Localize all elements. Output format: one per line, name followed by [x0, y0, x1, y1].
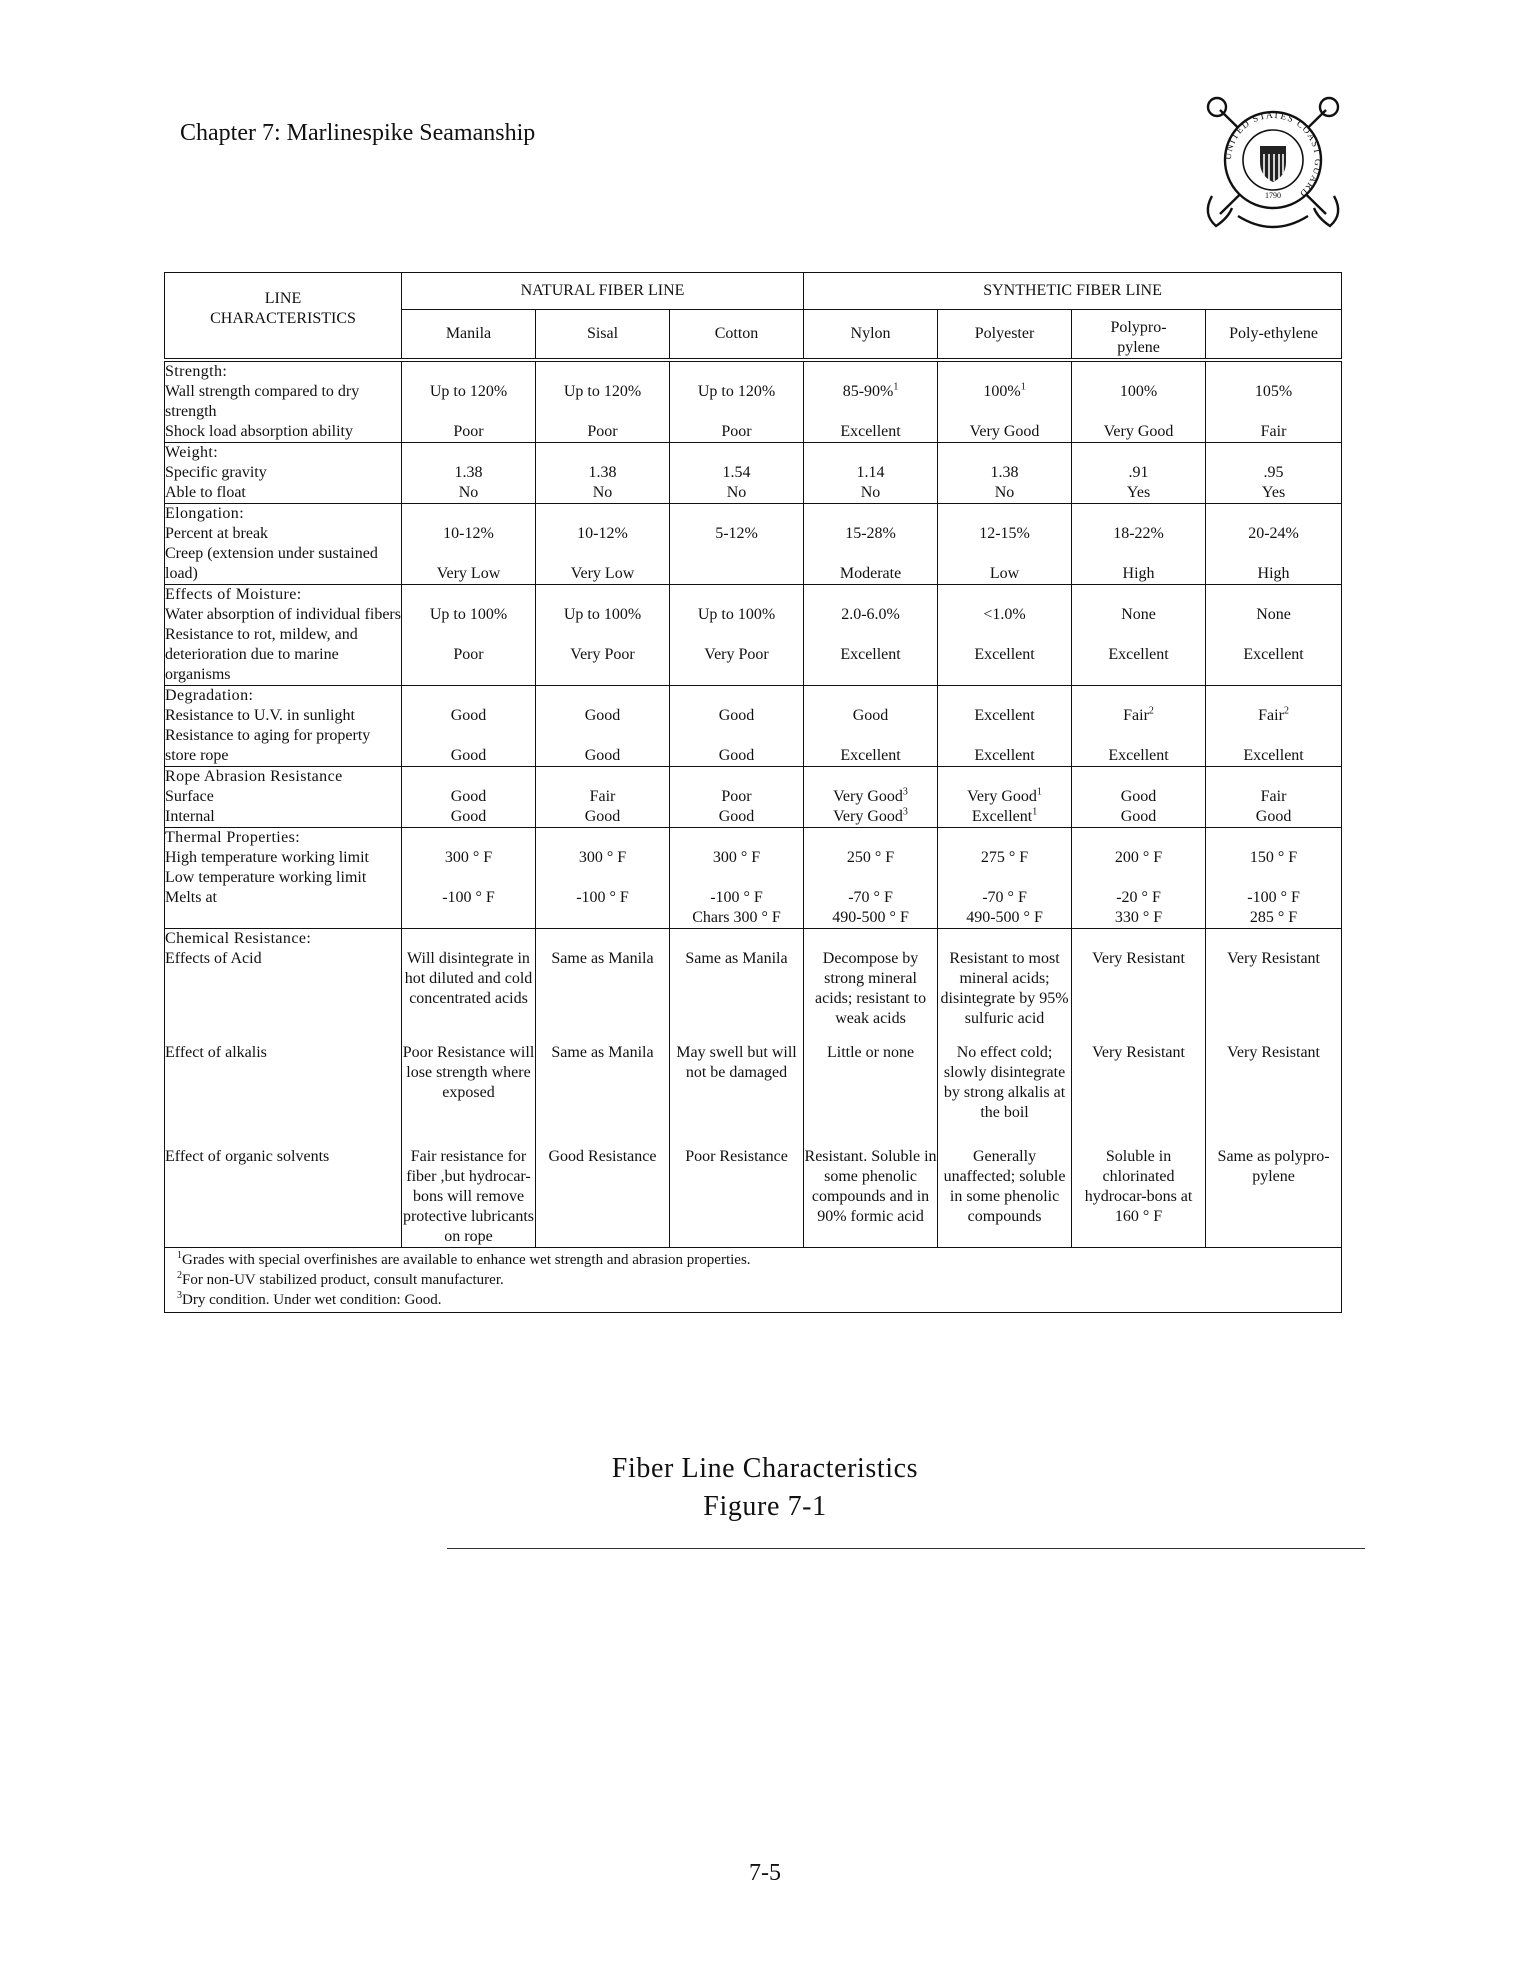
seal-ring-text: UNITED STATES COAST GUARD	[1223, 110, 1323, 199]
table-footnotes	[165, 1248, 1342, 1313]
table-cell: None Excellent	[1206, 585, 1342, 686]
table-cell: 250 ° F -70 ° F 490-500 ° F	[804, 828, 938, 929]
table-cell: Will disintegrate in hot diluted and cold concentrated acids	[402, 929, 536, 1030]
natural-fiber-header: NATURAL FIBER LINE	[402, 273, 804, 310]
footnote-marker: 1	[1032, 806, 1038, 818]
row-label-weight: Weight: Specific gravity Able to float	[165, 443, 402, 504]
table-cell: Generally unaffected; soluble in some phenolic compounds	[938, 1123, 1072, 1248]
table-cell: 5-12%	[670, 504, 804, 585]
table-cell: Good Good	[536, 686, 670, 767]
table-cell: 300 ° F -100 ° F	[402, 828, 536, 929]
table-cell: 10-12% Very Low	[536, 504, 670, 585]
row-label-moisture: Effects of Moisture: Water absorption of individual fibers Resistance to rot, mildew, and deterioration due to marine organisms	[165, 585, 402, 686]
line-characteristics-header: LINE CHARACTERISTICS	[165, 273, 402, 361]
table-cell: Same as Manila	[536, 1029, 670, 1123]
table-cell: Good Resistance	[536, 1123, 670, 1248]
column-header-manila: Manila	[402, 310, 536, 361]
table-cell: Up to 100% Poor	[402, 585, 536, 686]
table-cell: Fair$^2$ Excellent	[1072, 686, 1206, 767]
table-cell: Up to 120% Poor	[536, 360, 670, 443]
table-cell: None Excellent	[1072, 585, 1206, 686]
table-cell: Fair resistance for fiber ,but hydrocar-bons will remove protective lubricants on rope	[402, 1123, 536, 1248]
table-cell: Soluble in chlorinated hydrocar-bons at 160 ° F	[1072, 1123, 1206, 1248]
table-cell: .95 Yes	[1206, 443, 1342, 504]
table-cell: 2.0-6.0% Excellent	[804, 585, 938, 686]
table-cell: Very Resistant	[1206, 1029, 1342, 1123]
row-label-chemical: Chemical Resistance: Effects of Acid	[165, 929, 402, 1030]
table-cell: Good Good	[670, 686, 804, 767]
chapter-title: Chapter 7: Marlinespike Seamanship	[180, 120, 536, 146]
footnote: $^2$For non-UV stabilized product, consult manufacturer.	[177, 1270, 504, 1288]
table-cell: Up to 120% Poor	[670, 360, 804, 443]
table-cell: 15-28% Moderate	[804, 504, 938, 585]
table-cell: 100%$^1$ Very Good	[938, 360, 1072, 443]
table-row	[165, 585, 1342, 686]
figure-caption	[0, 1450, 1530, 1526]
footnote-marker: 3	[902, 786, 908, 798]
table-cell: 1.54 No	[670, 443, 804, 504]
table-cell: Very Good$^3$ Very Good$^3$	[804, 767, 938, 828]
caption-divider	[447, 1548, 1365, 1549]
row-label-solvents: Effect of organic solvents	[165, 1123, 402, 1248]
table-cell: 12-15% Low	[938, 504, 1072, 585]
column-header-polypropylene: Polypro-pylene	[1072, 310, 1206, 361]
table-cell: Little or none	[804, 1029, 938, 1123]
table-cell: Good Good	[402, 686, 536, 767]
footnote-marker: 1	[1036, 786, 1042, 798]
column-header-polyester: Polyester	[938, 310, 1072, 361]
table-cell: 1.14 No	[804, 443, 938, 504]
table-cell: Very Resistant	[1072, 1029, 1206, 1123]
table-cell: Good Good	[1072, 767, 1206, 828]
table-cell: Fair$^2$ Excellent	[1206, 686, 1342, 767]
table-cell: Very Resistant	[1072, 929, 1206, 1030]
coast-guard-seal-icon	[1198, 88, 1348, 236]
table-row	[165, 828, 1342, 929]
table-row	[165, 443, 1342, 504]
fiber-line-table	[164, 272, 1342, 1313]
table-cell: May swell but will not be damaged	[670, 1029, 804, 1123]
table-cell: 200 ° F -20 ° F 330 ° F	[1072, 828, 1206, 929]
footnote-marker: 3	[902, 806, 908, 818]
table-cell: Poor Good	[670, 767, 804, 828]
footnote-marker: 1	[1020, 381, 1026, 393]
row-label-abrasion: Rope Abrasion Resistance Surface Internal	[165, 767, 402, 828]
table-cell: 1.38 No	[536, 443, 670, 504]
table-cell: 300 ° F -100 ° F	[536, 828, 670, 929]
table-row	[165, 1029, 1342, 1123]
table-cell: Poor Resistance will lose strength where exposed	[402, 1029, 536, 1123]
table-cell: Up to 100% Very Poor	[536, 585, 670, 686]
table-cell: Excellent Excellent	[938, 686, 1072, 767]
table-cell: 18-22% High	[1072, 504, 1206, 585]
table-cell: <1.0% Excellent	[938, 585, 1072, 686]
footnote-marker: 2	[1283, 705, 1289, 717]
table-cell: Good Excellent	[804, 686, 938, 767]
row-label-strength: Strength: Wall strength compared to dry strength Shock load absorption ability	[165, 360, 402, 443]
column-header-cotton: Cotton	[670, 310, 804, 361]
table-cell: 1.38 No	[938, 443, 1072, 504]
caption-title: Fiber Line Characteristics	[611, 1453, 919, 1484]
footnote: $^3$Dry condition. Under wet condition: Good.	[177, 1290, 442, 1308]
table-cell: Same as polypro-pylene	[1206, 1123, 1342, 1248]
row-label-thermal: Thermal Properties: High temperature working limit Low temperature working limit Melts at	[165, 828, 402, 929]
table-cell: Decompose by strong mineral acids; resistant to weak acids	[804, 929, 938, 1030]
table-cell: Poor Resistance	[670, 1123, 804, 1248]
table-cell: Up to 120% Poor	[402, 360, 536, 443]
column-header-polyethylene: Poly-ethylene	[1206, 310, 1342, 361]
table-cell: Resistant to most mineral acids; disintegrate by 95% sulfuric acid	[938, 929, 1072, 1030]
synthetic-fiber-header: SYNTHETIC FIBER LINE	[804, 273, 1342, 310]
table-cell: Same as Manila	[536, 929, 670, 1030]
row-label-elongation: Elongation: Percent at break Creep (extension under sustained load)	[165, 504, 402, 585]
table-cell: Up to 100% Very Poor	[670, 585, 804, 686]
table-cell: Fair Good	[1206, 767, 1342, 828]
table-cell: 150 ° F -100 ° F 285 ° F	[1206, 828, 1342, 929]
table-cell: 100% Very Good	[1072, 360, 1206, 443]
footnote-marker: 1	[893, 381, 899, 393]
table-cell: Resistant. Soluble in some phenolic compounds and in 90% formic acid	[804, 1123, 938, 1248]
table-row	[165, 504, 1342, 585]
caption-figure-number: Figure 7-1	[703, 1491, 827, 1522]
table-cell: Very Good$^1$ Excellent$^1$	[938, 767, 1072, 828]
table-row	[165, 929, 1342, 1030]
footnote-marker: 2	[1148, 705, 1154, 717]
table-row	[165, 767, 1342, 828]
table-cell: Good Good	[402, 767, 536, 828]
table-cell: .91 Yes	[1072, 443, 1206, 504]
table-cell: 10-12% Very Low	[402, 504, 536, 585]
column-header-sisal: Sisal	[536, 310, 670, 361]
table-cell: No effect cold; slowly disintegrate by strong alkalis at the boil	[938, 1029, 1072, 1123]
row-label-alkalis: Effect of alkalis	[165, 1029, 402, 1123]
footnote: $^1$Grades with special overfinishes are available to enhance wet strength and abrasion properties.	[177, 1250, 751, 1268]
table-cell: Very Resistant	[1206, 929, 1342, 1030]
table-cell: Same as Manila	[670, 929, 804, 1030]
table-row	[165, 686, 1342, 767]
table-cell: Fair Good	[536, 767, 670, 828]
table-cell: 1.38 No	[402, 443, 536, 504]
table-cell: 85-90%$^1$ Excellent	[804, 360, 938, 443]
row-label-degradation: Degradation: Resistance to U.V. in sunlight Resistance to aging for property store rope	[165, 686, 402, 767]
page-number: 7-5	[749, 1860, 781, 1886]
table-row	[165, 360, 1342, 443]
seal-year: 1790	[1265, 191, 1281, 200]
table-row	[165, 1123, 1342, 1248]
table-cell: 275 ° F -70 ° F 490-500 ° F	[938, 828, 1072, 929]
table-cell: 20-24% High	[1206, 504, 1342, 585]
column-header-nylon: Nylon	[804, 310, 938, 361]
table-cell: 300 ° F -100 ° F Chars 300 ° F	[670, 828, 804, 929]
table-cell: 105% Fair	[1206, 360, 1342, 443]
